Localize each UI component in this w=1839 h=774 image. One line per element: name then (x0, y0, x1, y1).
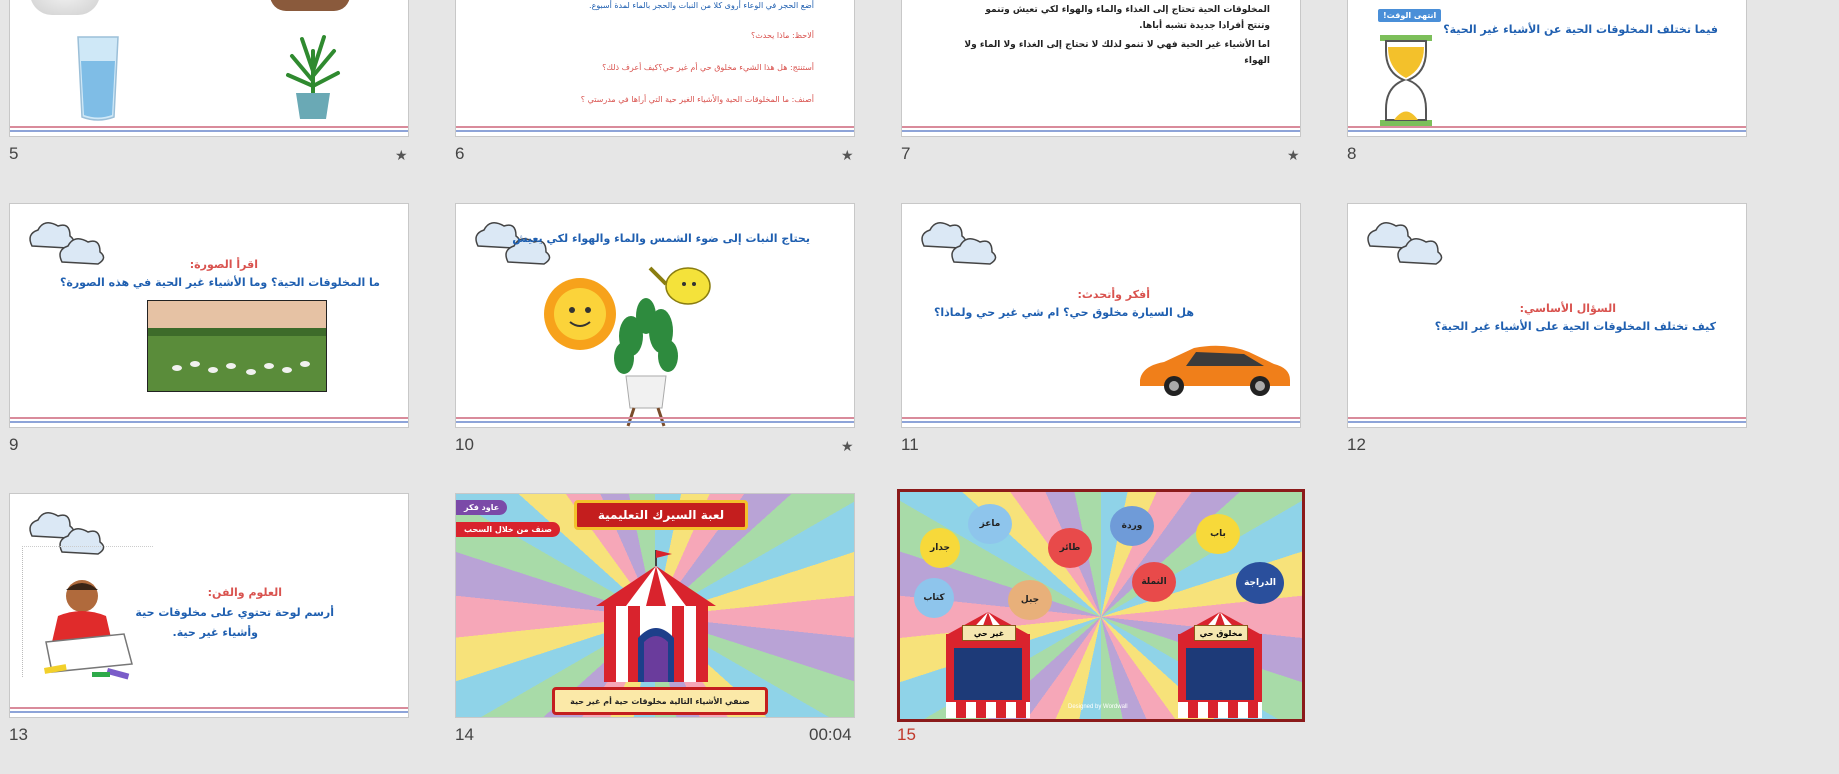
label-living: مخلوق حي (1194, 625, 1248, 641)
game-title-banner: لعبة السيرك التعليمية (574, 500, 748, 530)
bubble-bird[interactable]: طائر (1048, 528, 1092, 568)
slide-number: 8 (1347, 144, 1357, 163)
slide-14-canvas[interactable] (455, 493, 855, 718)
slide-15-canvas[interactable] (897, 489, 1305, 722)
slide-12-line-2: كيف تختلف المخلوقات الحية على الأشياء غير الحية؟ (1434, 320, 1716, 333)
slide-8-canvas[interactable] (1347, 0, 1747, 137)
slide-number: 5 (9, 144, 19, 163)
slide-11-canvas[interactable] (901, 203, 1301, 428)
slide-13-canvas[interactable] (9, 493, 409, 718)
cloud-icon (1360, 216, 1450, 271)
instruction-footer: صنفي الأشياء التالية مخلوقات حية أم غير حية (552, 687, 768, 715)
animation-star-icon[interactable]: ★ (841, 439, 854, 455)
slide-9-canvas[interactable] (9, 203, 409, 428)
slide-6-line-3: أستنتج: هل هذا الشيء مخلوق حي أم غير حي؟كيف أعرف ذلك؟ (602, 63, 814, 72)
slide-number: 15 (897, 725, 916, 744)
hourglass-icon (1376, 33, 1436, 128)
slide-8-question: فيما تختلف المخلوقات الحية عن الأشياء غير الحية؟ (1443, 23, 1718, 36)
slide-12-line-1: السؤال الأساسي: (1519, 302, 1616, 315)
orange-car-image (1134, 340, 1294, 400)
slide-13-line-1: العلوم والفن: (207, 586, 282, 599)
slide-12-canvas[interactable] (1347, 203, 1747, 428)
slide-number: 7 (901, 144, 911, 163)
slide-7-canvas[interactable] (901, 0, 1301, 137)
designer-credit: Designed by Wordwall (1068, 704, 1128, 710)
slide-number: 14 (455, 725, 474, 744)
slide-6-line-2: ألاحظ: ماذا يحدث؟ (751, 31, 814, 40)
desert-sheep-image (147, 300, 327, 392)
bubble-bicycle[interactable]: الدراجة (1236, 562, 1284, 604)
slide-number: 6 (455, 144, 465, 163)
slide-13-line-3: وأشياء غير حية. (172, 626, 258, 639)
cloud-icon (22, 216, 112, 271)
bubble-door[interactable]: باب (1196, 514, 1240, 554)
bubble-flower[interactable]: وردة (1110, 506, 1154, 546)
slide-number: 10 (455, 435, 474, 454)
bowl-image (30, 0, 100, 15)
slide-10-line-1: يحتاج النبات إلى ضوء الشمس والماء والهواء لكي يعيش (512, 232, 810, 245)
slide-9-line-2: ما المخلوقات الحية؟ وما الأشياء غير الحية في هذه الصورة؟ (59, 276, 380, 289)
potted-plant-image (606, 296, 686, 428)
booth-non-living (940, 604, 1036, 720)
potted-plant-image (282, 31, 344, 121)
animation-star-icon[interactable]: ★ (395, 148, 408, 164)
slide-7-line-3: اما الأشياء غير الحية فهي لا تنمو لذلك لا تحتاج إلى الغذاء ولا الماء ولا (964, 40, 1270, 50)
animation-star-icon[interactable]: ★ (1287, 148, 1300, 164)
circus-tent-icon (586, 546, 726, 686)
slide-11-line-2: هل السيارة مخلوق حي؟ ام شي غير حي ولماذا؟ (934, 306, 1194, 319)
slide-13-line-2: أرسم لوحة تحتوي على مخلوقات حية (135, 606, 334, 619)
slide-number: 11 (901, 435, 919, 454)
bubble-book[interactable]: كتاب (914, 578, 954, 618)
slide-5-canvas[interactable] (9, 0, 409, 137)
bubble-goat[interactable]: ماعز (968, 504, 1012, 544)
slide-number: 13 (9, 725, 28, 744)
bubble-mountain[interactable]: جبل (1008, 580, 1052, 620)
time-up-badge: انتهى الوقت! (1378, 9, 1441, 22)
slide-6-canvas[interactable] (455, 0, 855, 137)
cloud-icon (914, 216, 1004, 271)
bubble-ant[interactable]: النملة (1132, 562, 1176, 602)
label-non-living: غير حي (962, 625, 1016, 641)
tag-drag: صنف من خلال السحب (456, 522, 560, 537)
slide-11-line-1: أفكر وأتحدث: (1077, 288, 1150, 301)
tag-think: عاود فكر (456, 500, 507, 515)
slide-6-line-4: أصنف: ما المخلوقات الحية والأشياء الغير حية التي أراها في مدرستي ؟ (580, 95, 814, 104)
slide-7-line-1: المخلوقات الحية تحتاج إلى الغذاء والماء والهواء لكي تعيش وتنمو (985, 5, 1270, 15)
slide-number: 9 (9, 435, 19, 454)
booth-living (1172, 604, 1268, 720)
boy-drawing-image (32, 572, 142, 682)
water-glass-image (75, 33, 121, 121)
bubble-wall[interactable]: جدار (920, 528, 960, 568)
slide-6-line-1: أضع الحجر في الوعاء أروى كلا من النبات والحجر بالماء لمدة أسبوع. (589, 1, 814, 10)
slide-timing: 00:04 (809, 725, 852, 744)
rock-image (270, 0, 350, 11)
animation-star-icon[interactable]: ★ (841, 148, 854, 164)
slide-7-line-2: وتنتج أفرادا جديدة تشبه أباها. (1139, 21, 1270, 31)
slide-7-line-4: الهواء (1244, 56, 1270, 66)
slide-9-line-1: اقرأ الصورة: (189, 258, 258, 271)
slide-number: 12 (1347, 435, 1366, 454)
slide-10-canvas[interactable] (455, 203, 855, 428)
